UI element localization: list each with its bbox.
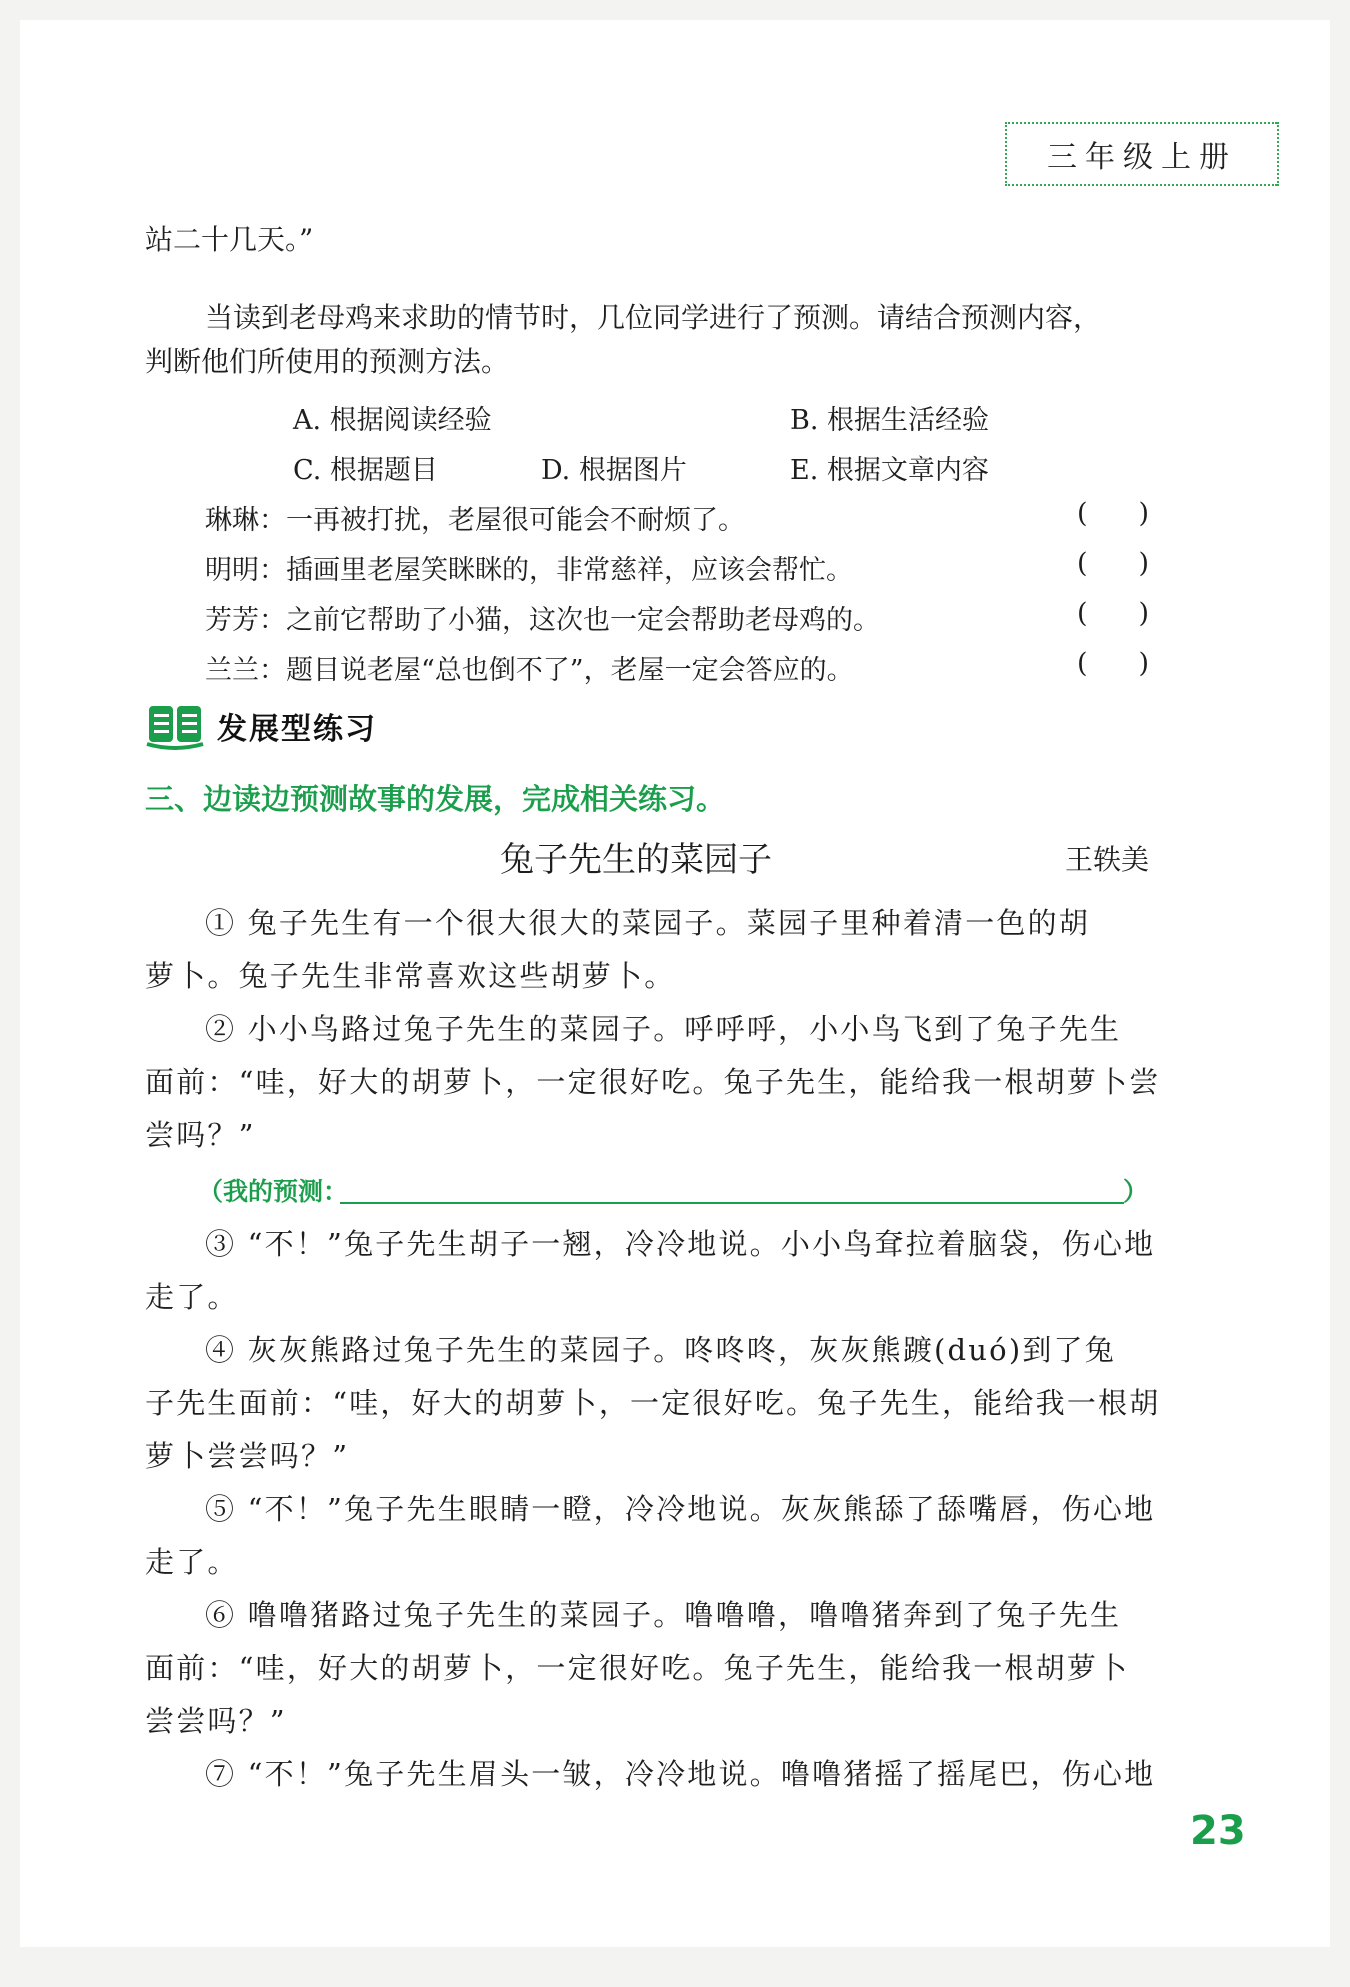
option-a: A. 根据阅读经验	[293, 405, 492, 436]
story-line: 面前：“哇，好大的胡萝卜，一定很好吃。兔子先生，能给我一根胡萝卜	[145, 1651, 1130, 1685]
question-prompt-line2: 判断他们所使用的预测方法。	[145, 345, 510, 378]
prediction-field[interactable]	[198, 1172, 1148, 1212]
prediction-label: （我的预测：	[198, 1177, 349, 1206]
option-e: E. 根据文章内容	[790, 455, 989, 486]
story-line: 走了。	[145, 1280, 239, 1314]
grade-label: 三年级上册	[1005, 122, 1277, 186]
question-3-title: 三、边读边预测故事的发展，完成相关练习。	[145, 782, 726, 816]
story-line: 走了。	[145, 1545, 239, 1579]
prediction-underline	[340, 1202, 1124, 1204]
story-line: 面前：“哇，好大的胡萝卜，一定很好吃。兔子先生，能给我一根胡萝卜尝	[145, 1065, 1161, 1099]
section-heading	[145, 702, 377, 750]
answer-blank-linlin[interactable]: ( )	[1077, 498, 1149, 529]
story-line: 萝卜。兔子先生非常喜欢这些胡萝卜。	[145, 959, 676, 993]
question-prompt-line1: 当读到老母鸡来求助的情节时，几位同学进行了预测。请结合预测内容，	[205, 301, 1102, 334]
story-line: 萝卜尝尝吗？”	[145, 1439, 350, 1473]
story-line: ⑤ “不！”兔子先生眼睛一瞪，冷冷地说。灰灰熊舔了舔嘴唇，伤心地	[205, 1492, 1156, 1526]
story-line: 尝尝吗？”	[145, 1704, 287, 1738]
workbook-page	[20, 20, 1330, 1947]
prediction-close: ）	[1122, 1177, 1148, 1206]
answer-row-linlin: 琳琳：一再被打扰，老屋很可能会不耐烦了。	[205, 505, 745, 536]
story-line: ⑥ 噜噜猪路过兔子先生的菜园子。噜噜噜，噜噜猪奔到了兔子先生	[205, 1598, 1122, 1632]
option-c: C. 根据题目	[293, 455, 438, 486]
answer-row-lanlan: 兰兰：题目说老屋“总也倒不了”，老屋一定会答应的。	[205, 655, 854, 686]
answer-row-mingming: 明明：插画里老屋笑眯眯的，非常慈祥，应该会帮忙。	[205, 555, 853, 586]
story-title: 兔子先生的菜园子	[500, 840, 772, 880]
intro-line: 站二十几天。”	[145, 223, 314, 256]
story-line: ③ “不！”兔子先生胡子一翘，冷冷地说。小小鸟耷拉着脑袋，伤心地	[205, 1227, 1156, 1261]
answer-blank-fangfang[interactable]: ( )	[1077, 598, 1149, 629]
story-line: 子先生面前：“哇，好大的胡萝卜，一定很好吃。兔子先生，能给我一根胡	[145, 1386, 1161, 1420]
answer-blank-lanlan[interactable]: ( )	[1077, 648, 1149, 679]
story-author: 王轶美	[1065, 843, 1150, 876]
page-number: 23	[1190, 1808, 1246, 1854]
answer-row-fangfang: 芳芳：之前它帮助了小猫，这次也一定会帮助老母鸡的。	[205, 605, 880, 636]
story-line: ⑦ “不！”兔子先生眉头一皱，冷冷地说。噜噜猪摇了摇尾巴，伤心地	[205, 1757, 1156, 1791]
answer-blank-mingming[interactable]: ( )	[1077, 548, 1149, 579]
story-line: ② 小小鸟路过兔子先生的菜园子。呼呼呼，小小鸟飞到了兔子先生	[205, 1012, 1122, 1046]
option-d: D. 根据图片	[541, 455, 687, 486]
story-line: 尝吗？”	[145, 1118, 256, 1152]
section-heading-label: 发展型练习	[217, 712, 377, 747]
story-line: ① 兔子先生有一个很大很大的菜园子。菜园子里种着清一色的胡	[205, 906, 1091, 940]
story-line: ④ 灰灰熊路过兔子先生的菜园子。咚咚咚，灰灰熊踱(duó)到了兔	[205, 1333, 1116, 1367]
option-b: B. 根据生活经验	[790, 405, 990, 436]
book-icon	[145, 702, 205, 750]
